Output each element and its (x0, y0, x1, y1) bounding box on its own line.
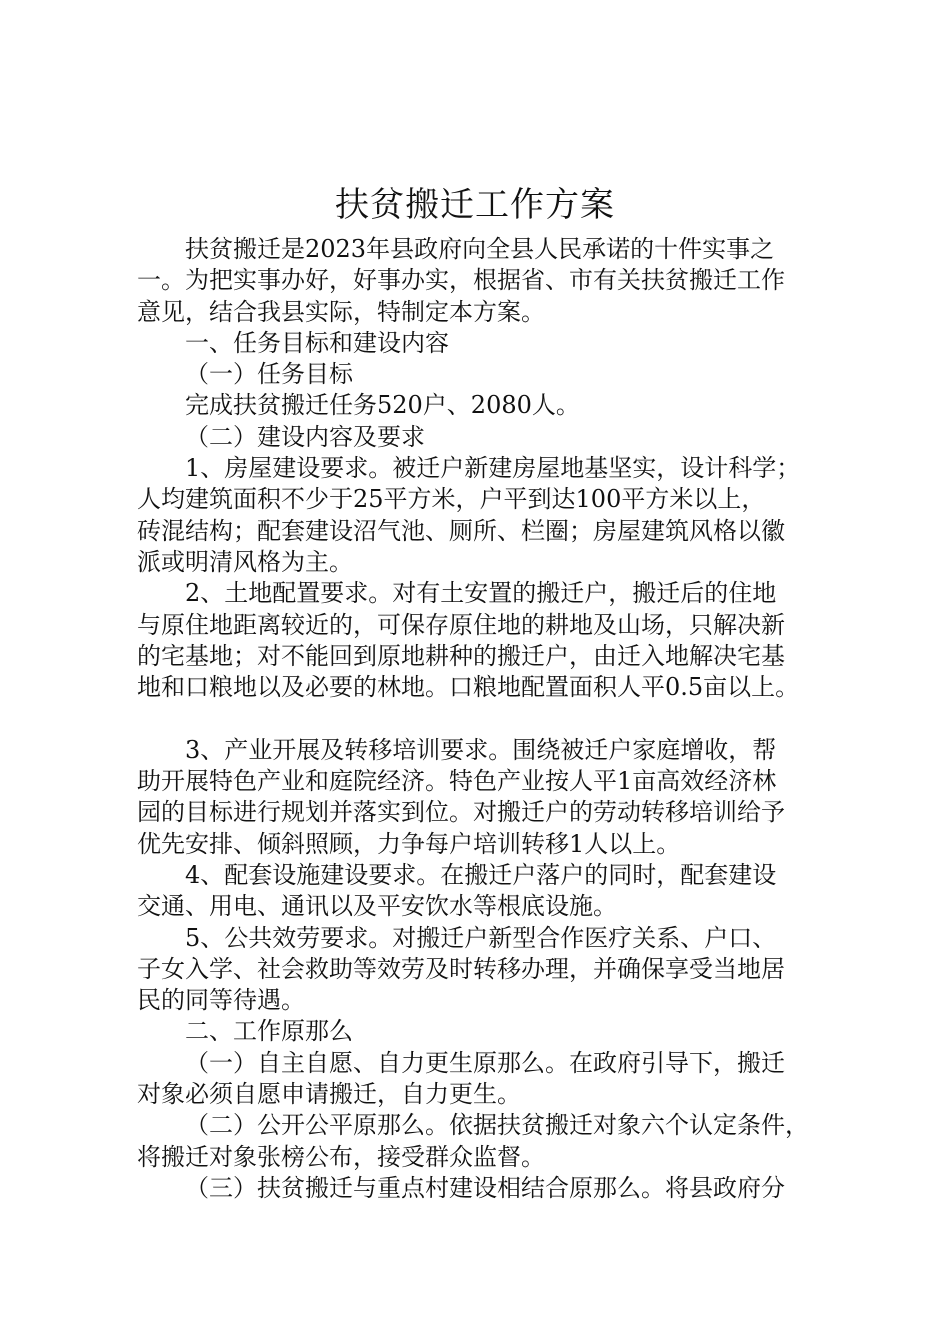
text-line: 意见，结合我县实际，特制定本方案。 (137, 297, 545, 326)
text-line: 人均建筑面积不少于25平方米，户平到达100平方米以上， (137, 485, 766, 514)
text-line: （二）公开公平原那么。依据扶贫搬迁对象六个认定条件， (185, 1111, 809, 1140)
text-line: （二）建设内容及要求 (185, 422, 425, 451)
text-line: （一）自主自愿、自力更生原那么。在政府引导下，搬迁 (185, 1048, 785, 1077)
text-line: 民的同等待遇。 (137, 986, 305, 1015)
text-line: 子女入学、社会救助等效劳及时转移办理，并确保享受当地居 (137, 954, 785, 983)
text-line: 2、土地配置要求。对有土安置的搬迁户，搬迁后的住地 (185, 579, 777, 608)
text-line: 助开展特色产业和庭院经济。特色产业按人平1亩高效经济林 (137, 767, 777, 796)
text-line: 地和口粮地以及必要的林地。口粮地配置面积人平0.5亩以上。 (137, 673, 800, 702)
text-line: 3、产业开展及转移培训要求。围绕被迁户家庭增收，帮 (185, 735, 777, 764)
document-body (137, 234, 837, 1204)
document-title: 扶贫搬迁工作方案 (335, 185, 615, 225)
text-line: 的宅基地；对不能回到原地耕种的搬迁户，由迁入地解决宅基 (137, 641, 785, 670)
text-line: 交通、用电、通讯以及平安饮水等根底设施。 (137, 892, 617, 921)
text-line: 一、任务目标和建设内容 (185, 328, 449, 357)
text-line: 将搬迁对象张榜公布，接受群众监督。 (137, 1142, 545, 1171)
text-line: 派或明清风格为主。 (137, 547, 353, 576)
text-line: （三）扶贫搬迁与重点村建设相结合原那么。将县政府分 (185, 1173, 785, 1202)
text-line: （一）任务目标 (185, 360, 353, 389)
text-line: 与原住地距离较近的，可保存原住地的耕地及山场，只解决新 (137, 610, 785, 639)
text-line: 5、公共效劳要求。对搬迁户新型合作医疗关系、户口、 (185, 923, 777, 952)
text-line: 1、房屋建设要求。被迁户新建房屋地基坚实，设计科学； (185, 454, 801, 483)
text-line: 对象必须自愿申请搬迁，自力更生。 (137, 1080, 521, 1109)
text-line: 优先安排、倾斜照顾，力争每户培训转移1人以上。 (137, 829, 681, 858)
text-line: 二、工作原那么 (185, 1017, 353, 1046)
text-line: 园的目标进行规划并落实到位。对搬迁户的劳动转移培训给予 (137, 798, 785, 827)
text-line: 4、配套设施建设要求。在搬迁户落户的同时，配套建设 (185, 860, 777, 889)
text-line: 砖混结构；配套建设沼气池、厕所、栏圈；房屋建筑风格以徽 (137, 516, 785, 545)
text-line: 完成扶贫搬迁任务520户、2080人。 (185, 391, 580, 420)
blank-line (137, 703, 837, 734)
text-line: 一。为把实事办好，好事办实，根据省、市有关扶贫搬迁工作 (137, 266, 785, 295)
text-line: 扶贫搬迁是2023年县政府向全县人民承诺的十件实事之 (185, 235, 775, 263)
